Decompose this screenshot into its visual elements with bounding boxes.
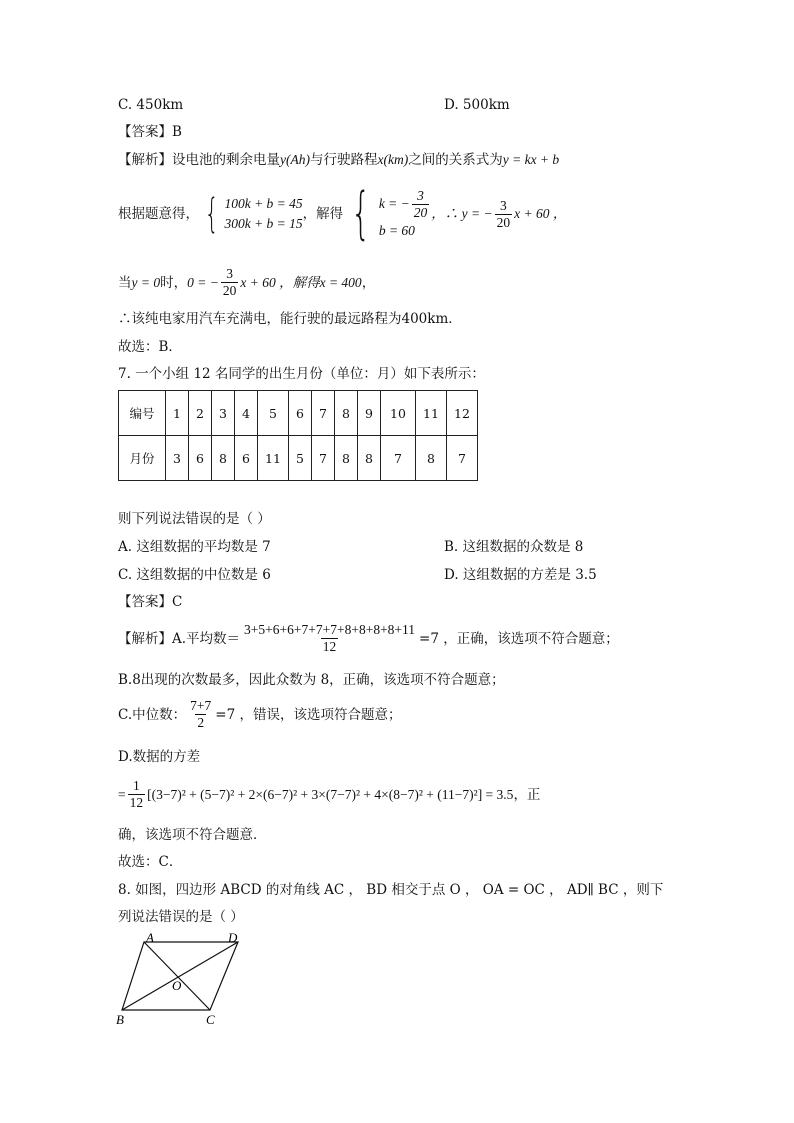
table-row: 月份 3 6 8 6 11 5 7 8 8 7 8 7 (119, 436, 478, 481)
variance-fraction: $\frac{1}{12}$ (129, 778, 144, 810)
q7-choose: 故选：C． (118, 854, 183, 870)
q6-option-d: D. 500km (444, 97, 510, 113)
diagonal-bd (122, 942, 238, 1010)
q6-when-line: 当 y = 0 时， 0 = − $\frac{3}{20}$ x + 60 ，解得 x = 400 ， (118, 266, 376, 298)
mean-fraction: $\frac{3+5+6+6+7+7+7+8+8+8+8+11}{12}$ (244, 622, 416, 654)
row-header-month: 月份 (119, 436, 166, 481)
median-fraction: $\frac{7+7}{2}$ (190, 698, 212, 730)
equation-system: 100k + b = 45 300k + b = 15 (224, 196, 303, 231)
label-o: O (172, 978, 182, 993)
table-row: 编号 1 2 3 4 5 6 7 8 9 10 11 12 (119, 391, 478, 436)
label-d: D (228, 930, 238, 945)
fraction: $\frac{3}{20}$ (222, 266, 237, 298)
q6-option-c: C. 450km (118, 97, 184, 113)
q6-answer: 【答案】B (118, 124, 182, 140)
left-brace-icon: { (204, 191, 219, 237)
label-b: B (116, 1012, 124, 1027)
y-unit: y(Ah) (280, 152, 310, 167)
row-header-id: 编号 (119, 391, 166, 436)
q7-mode-line: B.8出现的次数最多，因此众数为 8，正确，该选项不符合题意； (118, 672, 505, 688)
q6-solve-line: 根据题意得， { 100k + b = 45 300k + b = 15 ，解得 { k = − $\frac{3}{20}$ b = 60 ，∴ y = − $\frac{3}{20}$ x + 60 ， (118, 181, 567, 246)
q7-option-a: A. 这组数据的平均数是 7 (118, 539, 271, 555)
solution-system: k = − $\frac{3}{20}$ b = 60 (378, 187, 428, 238)
q6-analysis-line1: 【解析】设电池的剩余电量y(Ah)与行驶路程x(km)之间的关系式为y = kx + b (118, 152, 560, 168)
q7-question: 则下列说法错误的是（ ） (118, 511, 271, 527)
relation-formula: y = kx + b (502, 152, 560, 167)
q7-stem: 7. 一个小组 12 名同学的出生月份（单位：月）如下表所示： (118, 366, 485, 382)
birth-month-table (118, 390, 478, 481)
fraction: $\frac{3}{20}$ (496, 197, 511, 230)
q7-median-line: C.中位数： $\frac{7+7}{2}$ =7 ，错误，该选项符合题意； (118, 698, 402, 730)
q7-option-b: B. 这组数据的众数是 8 (444, 539, 584, 555)
q8-stem-line1: 8. 如图，四边形 ABCD 的对角线 AC ， BD 相交于点 O ， OA = OC ， AD∥ BC ，则下 (118, 882, 664, 898)
x-unit: x(km) (377, 152, 409, 167)
q7-mean-line: 【解析】 A.平均数＝ $\frac{3+5+6+6+7+7+7+8+8+8+8+11}{12}$ =7 ，正确，该选项不符合题意； (118, 622, 619, 654)
q8-stem-line2: 列说法错误的是（ ） (118, 909, 244, 925)
diagonal-ac (144, 942, 210, 1010)
q7-variance-formula: = $\frac{1}{12}$ [(3−7)² + (5−7)² + 2×(6−7)² + 3×(7−7)² + 4×(8−7)² + (11−7)²] = 3.5 ，正 (118, 778, 541, 810)
q6-choose: 故选：B． (118, 339, 182, 355)
q6-conclusion: ∴该纯电家用汽车充满电，能行驶的最远路程为400km． (118, 311, 462, 327)
q7-variance-label: D.数据的方差 (118, 749, 201, 765)
q7-option-d: D. 这组数据的方差是 3.5 (444, 567, 597, 583)
fraction: $\frac{3}{20}$ (413, 187, 428, 220)
label-c: C (206, 1012, 215, 1027)
q7-variance-cont: 确，该选项不符合题意． (118, 827, 267, 843)
left-brace-icon: { (351, 181, 371, 246)
q7-option-c: C. 这组数据的中位数是 6 (118, 567, 271, 583)
analysis-label: 【解析】 (118, 152, 172, 168)
label-a: A (146, 930, 154, 945)
parallelogram-figure (112, 930, 252, 1030)
q7-answer: 【答案】C (118, 594, 183, 610)
